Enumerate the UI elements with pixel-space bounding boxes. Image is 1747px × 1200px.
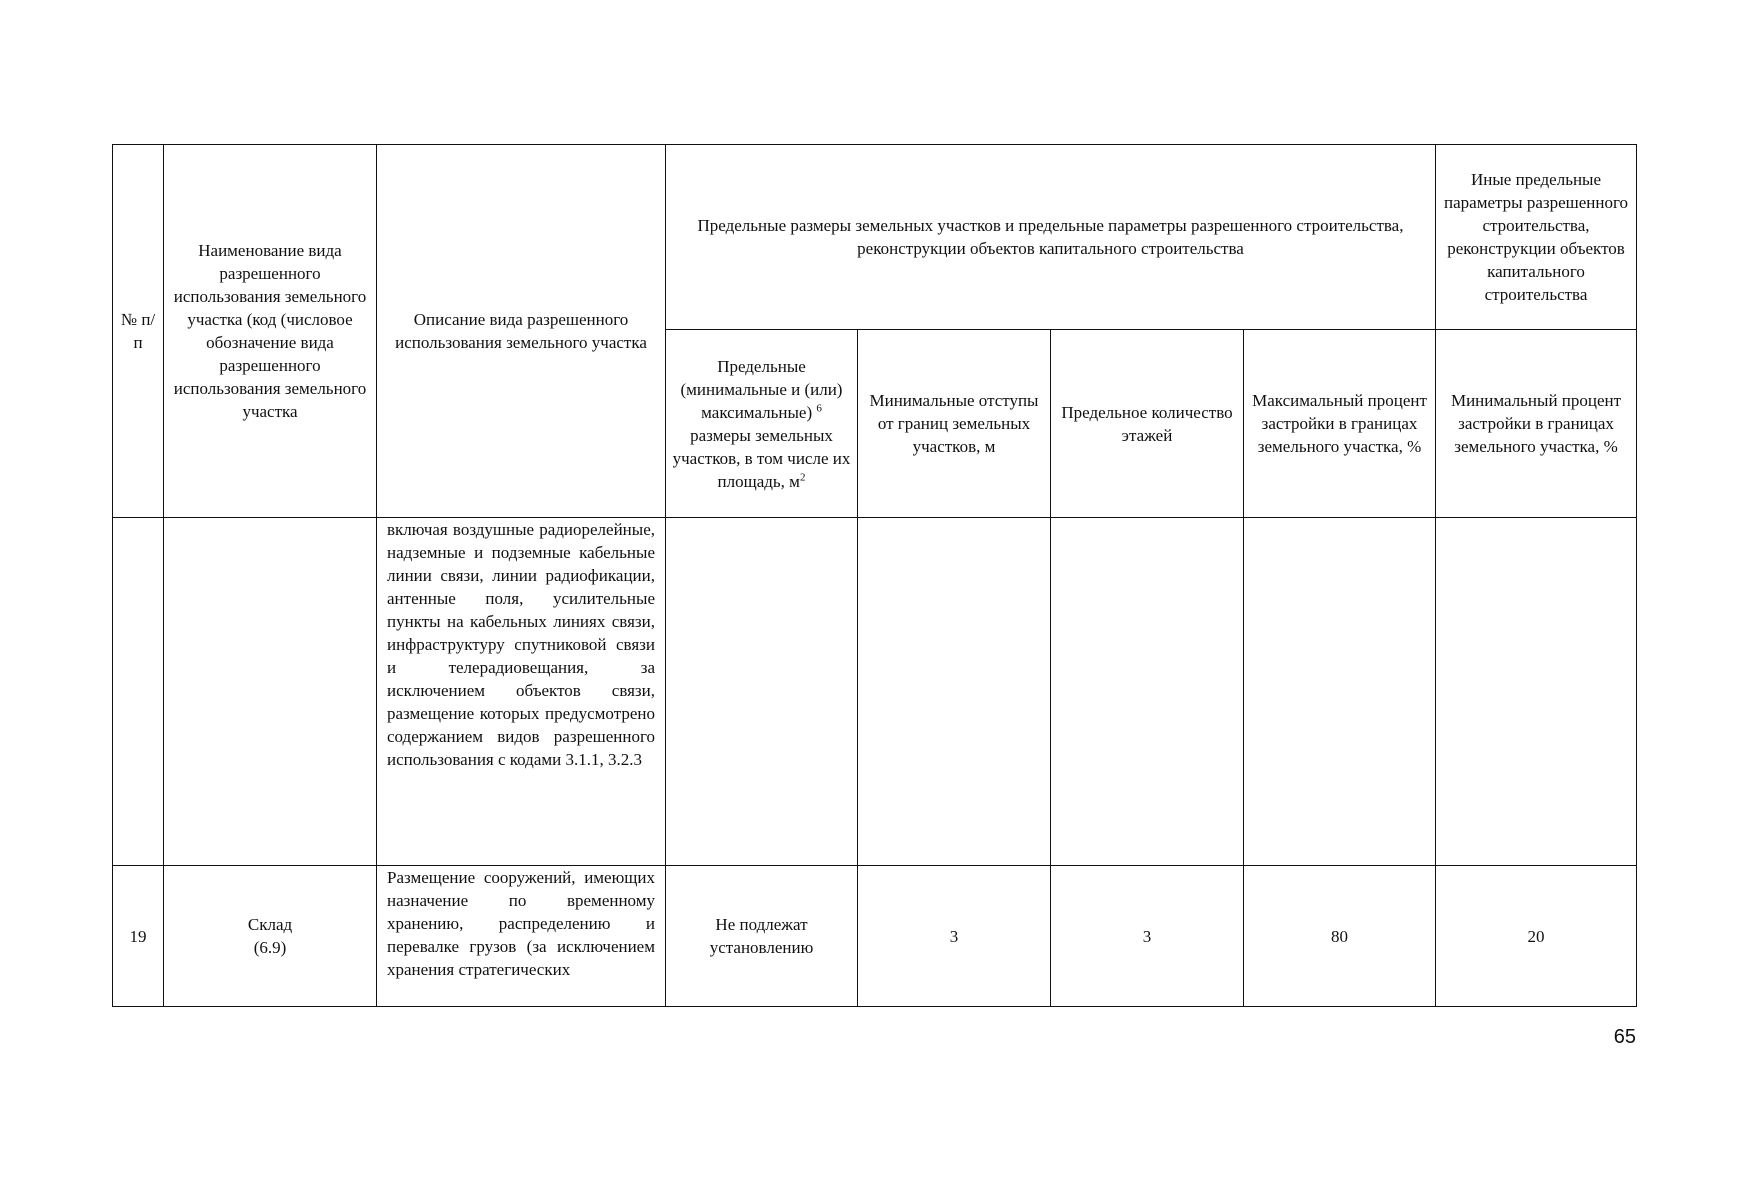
cell-num: 19 — [113, 866, 164, 1007]
cell-name — [164, 866, 377, 1007]
land-use-regulations-table — [112, 144, 1637, 1007]
header-description — [377, 145, 666, 518]
header-floors-text: Предельное количество этажей — [1061, 402, 1233, 445]
header-setbacks-text: Минимальные отступы от границ земельных участков, м — [869, 391, 1039, 456]
header-floors — [1051, 330, 1244, 518]
header-other-group — [1436, 145, 1637, 330]
cell-description-clip — [387, 866, 655, 1006]
cell-min-coverage: 20 — [1436, 866, 1637, 1007]
header-num — [113, 145, 164, 518]
cell-description-text: Размещение сооружений, имеющих назначение по временному хранению, распределению и перевалке грузов (за исключением хранения стратегических — [387, 868, 655, 979]
header-limits-group-text: Предельные размеры земельных участков и предельные параметры разрешенного строительства, реконструкции объектов капитального строительства — [697, 216, 1404, 258]
header-min-coverage-text: Минимальный процент застройки в границах земельного участка, % — [1450, 391, 1622, 456]
header-size-unit-power: 2 — [799, 470, 806, 483]
cell-floors — [1051, 518, 1244, 866]
cell-max-coverage — [1244, 518, 1436, 866]
header-setbacks — [858, 330, 1051, 518]
header-max-coverage — [1244, 330, 1436, 518]
cell-size: Не подлежат установлению — [666, 866, 858, 1007]
cell-setbacks — [858, 518, 1051, 866]
header-min-coverage — [1436, 330, 1637, 518]
cell-name-label: Склад — [247, 915, 293, 934]
header-name — [164, 145, 377, 518]
header-name-text: Наименование вида разрешенного использования земельного участка (код (числовое обозначение вида разрешенного использования земельного участка — [173, 241, 367, 421]
cell-setbacks: 3 — [858, 866, 1051, 1007]
table-row — [113, 518, 1637, 866]
cell-min-coverage — [1436, 518, 1637, 866]
header-row-top — [113, 145, 1637, 330]
header-size — [666, 330, 858, 518]
cell-num — [113, 518, 164, 866]
header-other-group-text: Иные предельные параметры разрешенного строительства, реконструкции объектов капитального строительства — [1444, 170, 1629, 304]
cell-description: включая воздушные радиорелейные, надземные и подземные кабельные линии связи, линии радиофикации, антенные поля, усилительные пункты на кабельных линиях связи, инфраструктуру спутниковой связи и телерадиовещания, за исключением объектов связи, размещение которых предусмотрено содержанием видов разрешенного использования с кодами 3.1.1, 3.2.3 — [377, 518, 666, 866]
header-size-suffix: размеры земельных участков, в том числе их площадь, м — [672, 425, 851, 491]
cell-name — [164, 518, 377, 866]
header-size-footnote: 6 — [816, 401, 822, 414]
cell-max-coverage: 80 — [1244, 866, 1436, 1007]
cell-name-code: (6.9) — [253, 938, 287, 957]
header-num-text: № п/п — [120, 310, 156, 352]
header-max-coverage-text: Максимальный процент застройки в границах земельного участка, % — [1252, 391, 1427, 456]
cell-description — [377, 866, 666, 1007]
header-description-text: Описание вида разрешенного использования земельного участка — [395, 310, 647, 352]
cell-floors: 3 — [1051, 866, 1244, 1007]
page-number: 65 — [1613, 1026, 1636, 1048]
table-row — [113, 866, 1637, 1007]
cell-size — [666, 518, 858, 866]
header-size-prefix: Предельные (минимальные и (или) максимальные) — [680, 356, 843, 422]
header-limits-group — [666, 145, 1436, 330]
